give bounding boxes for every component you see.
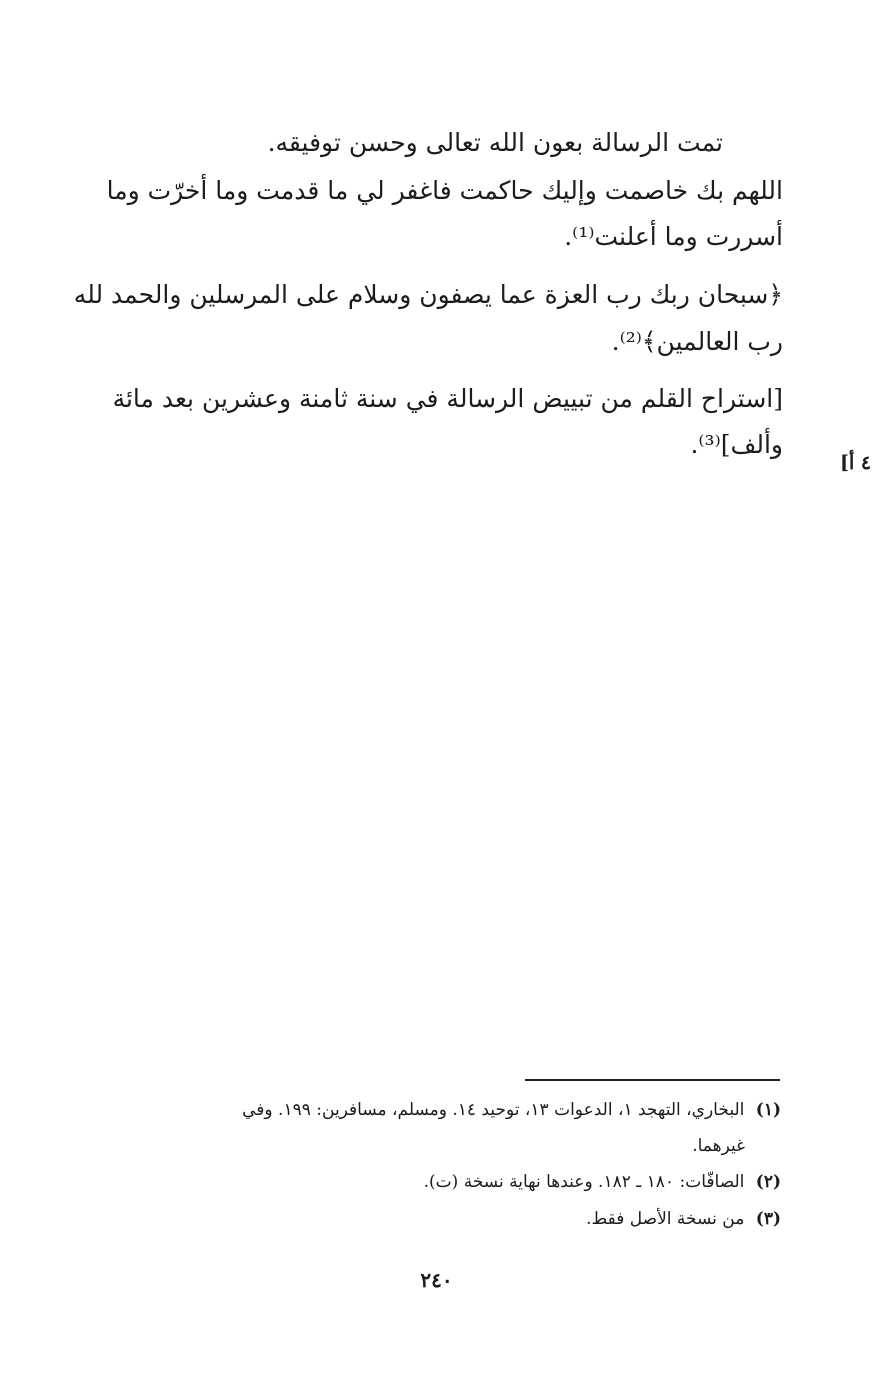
footnote-text: من نسخة الأصل فقط. xyxy=(586,1209,745,1229)
footnote-number: (١) xyxy=(755,1100,781,1120)
footnote-text: الصافّات: ١٨٠ ـ ١٨٢. وعندها نهاية نسخة (ت). xyxy=(423,1172,745,1192)
text-line: تمت الرسالة بعون الله تعالى وحسن توفيقه. xyxy=(267,128,723,157)
text-line: اللهم بك خاصمت وإليك حاكمت فاغفر لي ما قدمت وما أخرّت وما xyxy=(106,176,783,205)
footnote xyxy=(242,1100,781,1120)
page-number: ٢٤٠ xyxy=(420,1268,453,1292)
footnote-separator xyxy=(525,1079,780,1081)
footnote xyxy=(586,1209,781,1229)
text-line: أسررت وما أعلنت⁽¹⁾. xyxy=(564,222,783,251)
text-line: وألف]⁽³⁾. xyxy=(690,430,783,459)
quran-verse-line: ﴿سبحان ربك رب العزة عما يصفون وسلام على المرسلين والحمد لله xyxy=(73,280,783,309)
footnote-text: البخاري، التهجد ١، الدعوات ١٣، توحيد ١٤. ومسلم، مسافرين: ١٩٩. وفي xyxy=(242,1100,745,1120)
footnote-number: (٢) xyxy=(755,1172,781,1192)
footnote-number: (٣) xyxy=(755,1209,781,1229)
text-line: [استراح القلم من تبييض الرسالة في سنة ثامنة وعشرين بعد مائة xyxy=(112,384,783,413)
footnote-continuation: غيرهما. xyxy=(692,1136,745,1156)
footnote xyxy=(424,1172,781,1192)
manuscript-folio-marker: ٤ أ] xyxy=(840,452,872,474)
quran-verse-line: رب العالمين﴾⁽²⁾. xyxy=(611,327,783,356)
